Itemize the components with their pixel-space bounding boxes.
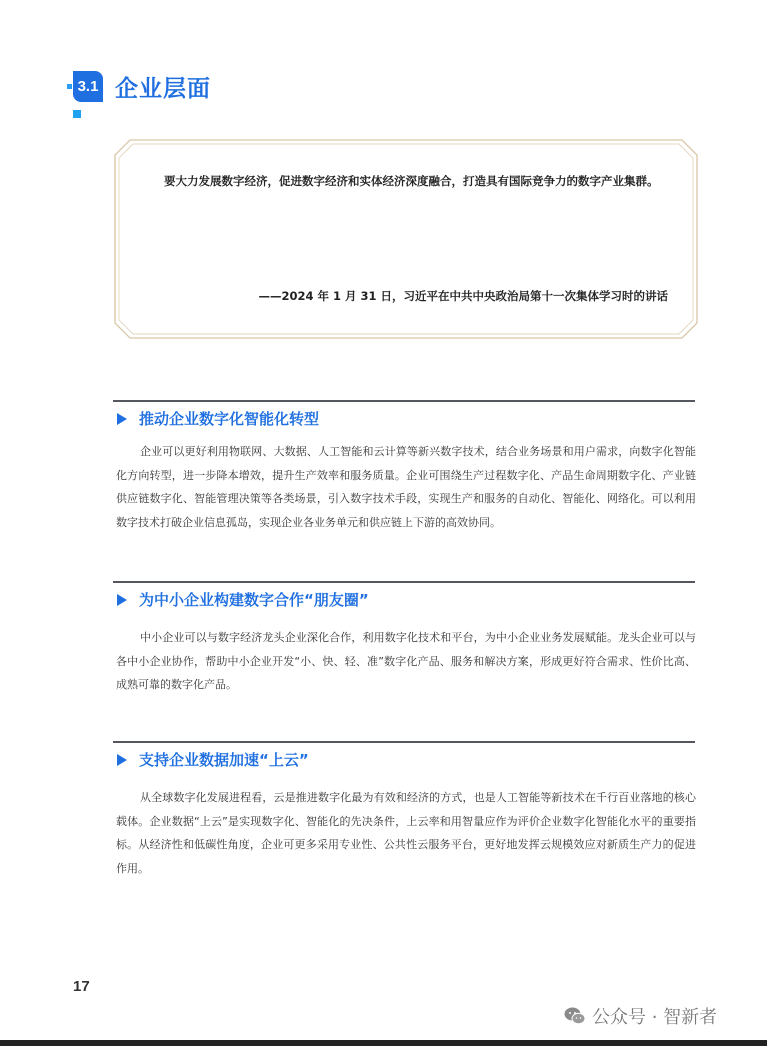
wechat-icon (564, 1006, 586, 1026)
triangle-bullet-icon (117, 413, 127, 425)
section-number-badge (73, 71, 103, 102)
decor-square (73, 110, 81, 118)
decor-square (67, 84, 72, 89)
section-divider (113, 400, 695, 402)
watermark (564, 1003, 717, 1029)
subsection-heading-text: 为中小企业构建数字合作“朋友圈” (139, 591, 369, 609)
paragraph: 中小企业可以与数字经济龙头企业深化合作，利用数字化技术和平台，为中小企业业务发展赋能。龙头企业可以与各中小企业协作，帮助中小企业开发“小、快、轻、准”数字化产品、服务和解决方案，形成更好符合需求、性价比高、成熟可靠的数字化产品。 (116, 631, 696, 691)
subsection-heading-text: 推动企业数字化智能化转型 (139, 410, 320, 428)
subsection-heading-text: 支持企业数据加速“上云” (139, 751, 309, 769)
triangle-bullet-icon (117, 594, 127, 606)
section-divider (113, 741, 695, 743)
quote-frame (114, 139, 698, 339)
section-divider (113, 581, 695, 583)
triangle-bullet-icon (117, 754, 127, 766)
paragraph: 企业可以更好利用物联网、大数据、人工智能和云计算等新兴数字技术，结合业务场景和用户需求，向数字化智能化方向转型，进一步降本增效，提升生产效率和服务质量。企业可围绕生产过程数字化、产品生命周期数字化、产业链供应链数字化、智能管理决策等各类场景，引入数字技术手段，实现生产和服务的自动化、智能化、网络化。可以利用数字技术打破企业信息孤岛，实现企业各业务单元和供应链上下游的高效协同。 (116, 445, 696, 529)
bottom-bar (0, 1040, 767, 1046)
watermark-text: 公众号 · 智新者 (592, 1007, 718, 1028)
section-number: 3.1 (77, 78, 99, 95)
quote-source: ——2024 年 1 月 31 日，习近平在中共中央政治局第十一次集体学习时的讲话 (258, 289, 668, 303)
subsection-heading (117, 589, 369, 610)
subsection-heading (117, 408, 319, 429)
page-number: 17 (73, 978, 90, 995)
subsection-heading (117, 749, 309, 770)
page-title: 企业层面 (115, 76, 211, 102)
quote-box (114, 139, 698, 339)
quote-text: 要大力发展数字经济，促进数字经济和实体经济深度融合，打造具有国际竞争力的数字产业集群。 (164, 174, 659, 188)
paragraph: 从全球数字化发展进程看，云是推进数字化最为有效和经济的方式，也是人工智能等新技术在千行百业落地的核心载体。企业数据“上云”是实现数字化、智能化的先决条件，上云率和用智量应作为评价企业数字化智能化水平的重要指标。从经济性和低碳性角度，企业可更多采用专业性、公共性云服务平台，更好地发挥云规模效应对新质生产力的促进作用。 (116, 791, 696, 875)
